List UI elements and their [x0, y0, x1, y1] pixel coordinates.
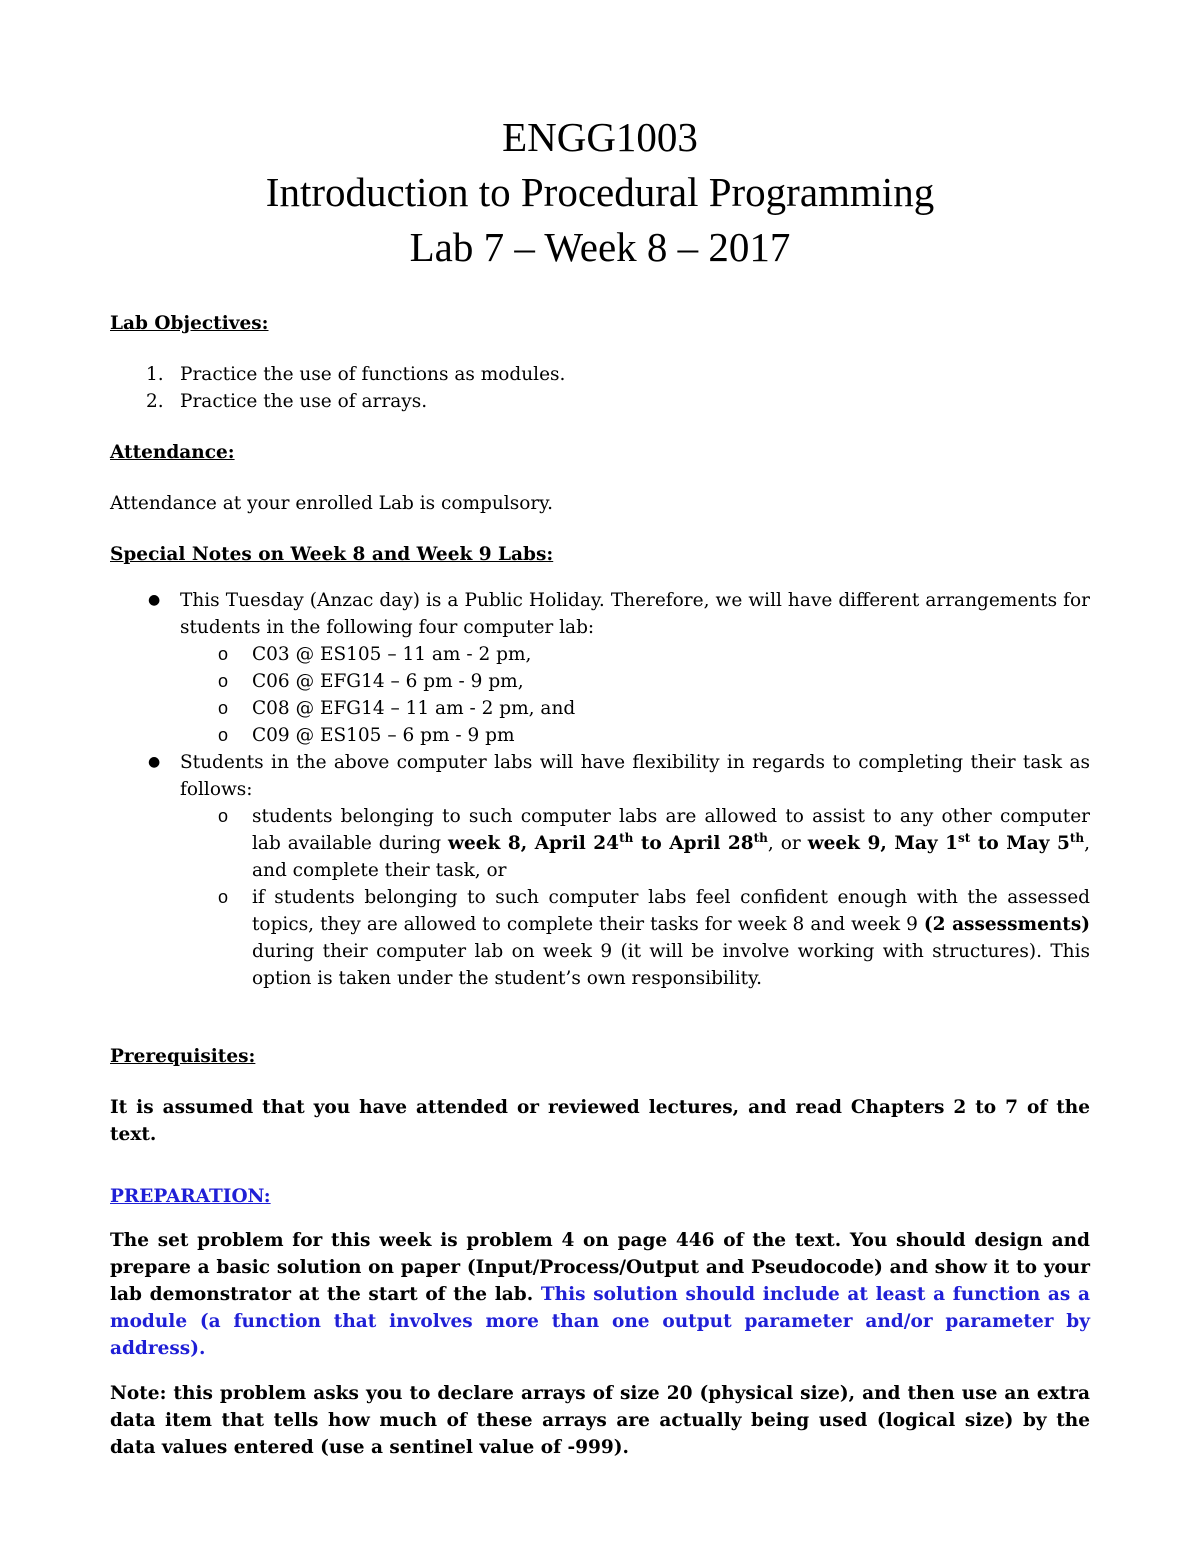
preparation-heading: PREPARATION: — [110, 1186, 271, 1207]
preparation-note: Note: this problem asks you to declare arrays of size 20 (physical size), and then use an extra data item that tells how much of these arrays are actually being used (logical size) by the data values entered (use a sentinel value of -999). — [110, 1383, 1090, 1458]
lab-schedule-item — [180, 641, 1090, 668]
option-date: week 8, April 24 — [448, 833, 620, 854]
title-block — [110, 110, 1090, 275]
circle-bullet-icon: o — [218, 725, 229, 745]
objective-item — [110, 361, 1090, 388]
preparation-highlight: This solution should include at least a function as a module (a function that involves more than one output parameter and/or parameter by address). — [110, 1284, 1090, 1359]
special-note-item — [110, 587, 1090, 749]
objectives-heading: Lab Objectives: — [110, 313, 269, 334]
special-note-item — [110, 749, 1090, 992]
option-text: if students belonging to such computer labs feel confident enough with the assessed topics, they are allowed to complete their tasks for week 8 and week 9 — [252, 887, 1090, 935]
bullet-icon: ● — [148, 754, 161, 770]
course-title: Introduction to Procedural Programming — [265, 169, 935, 215]
lab-schedule-text: C03 @ ES105 – 11 am - 2 pm, — [252, 644, 532, 665]
course-code: ENGG1003 — [502, 114, 698, 160]
bullet-icon: ● — [148, 592, 161, 608]
special-notes-heading: Special Notes on Week 8 and Week 9 Labs: — [110, 544, 554, 565]
preparation-text-part: The set problem for this week is problem 4 on page 446 of the text. You should design and prepare a basic solution on paper (Input/Process/Output and Pseudocode) and show it to your lab demonstrator at the start of the lab. — [110, 1230, 1090, 1305]
option-text: , or — [767, 833, 808, 854]
ordinal-suffix: th — [619, 830, 634, 845]
lab-schedule-text: C09 @ ES105 – 6 pm - 9 pm — [252, 725, 515, 746]
option-emphasis: (2 assessments) — [923, 914, 1090, 935]
ordinal-suffix: st — [957, 830, 971, 845]
ordinal-suffix: th — [753, 830, 768, 845]
lab-schedule-item — [180, 695, 1090, 722]
option-text: students belonging to such computer labs are allowed to assist to any other computer lab available during — [252, 806, 1090, 854]
option-date: to May 5 — [970, 833, 1070, 854]
prerequisites-heading: Prerequisites: — [110, 1046, 256, 1067]
circle-bullet-icon: o — [218, 887, 229, 907]
attendance-heading: Attendance: — [110, 442, 235, 463]
circle-bullet-icon: o — [218, 698, 229, 718]
option-item — [180, 803, 1090, 884]
objectives-list — [110, 361, 1090, 415]
lab-schedule-item — [180, 668, 1090, 695]
circle-bullet-icon: o — [218, 806, 229, 826]
objective-text: Practice the use of functions as modules. — [180, 364, 566, 385]
special-notes-list — [110, 587, 1090, 992]
lab-schedule-list — [110, 641, 1090, 749]
lab-schedule-text: C08 @ EFG14 – 11 am - 2 pm, and — [252, 698, 576, 719]
option-date: to April 28 — [633, 833, 754, 854]
circle-bullet-icon: o — [218, 671, 229, 691]
option-date: week 9, May 1 — [807, 833, 958, 854]
special-note-text: Students in the above computer labs will have flexibility in regards to completing their task as follows: — [180, 752, 1090, 800]
objective-item — [110, 388, 1090, 415]
option-item — [180, 884, 1090, 992]
circle-bullet-icon: o — [218, 644, 229, 664]
ordinal-suffix: th — [1069, 830, 1085, 845]
attendance-text: Attendance at your enrolled Lab is compulsory. — [110, 493, 554, 514]
preparation-text — [110, 1227, 1090, 1362]
objective-number: 1. — [146, 364, 164, 385]
options-list — [110, 803, 1090, 992]
document-page — [110, 110, 1090, 1461]
special-note-text: This Tuesday (Anzac day) is a Public Holiday. Therefore, we will have different arrangements for students in the following four computer lab: — [180, 590, 1090, 638]
objective-text: Practice the use of arrays. — [180, 391, 428, 412]
option-text: during their computer lab on week 9 (it will be involve working with structures). This option is taken under the student’s own responsibility. — [252, 941, 1090, 989]
lab-title: Lab 7 – Week 8 – 2017 — [409, 224, 791, 270]
option-text: , and complete their task, or — [252, 833, 1091, 881]
prerequisites-text: It is assumed that you have attended or reviewed lectures, and read Chapters 2 to 7 of the text. — [110, 1097, 1090, 1145]
lab-schedule-item — [180, 722, 1090, 749]
objective-number: 2. — [146, 391, 164, 412]
lab-schedule-text: C06 @ EFG14 – 6 pm - 9 pm, — [252, 671, 524, 692]
